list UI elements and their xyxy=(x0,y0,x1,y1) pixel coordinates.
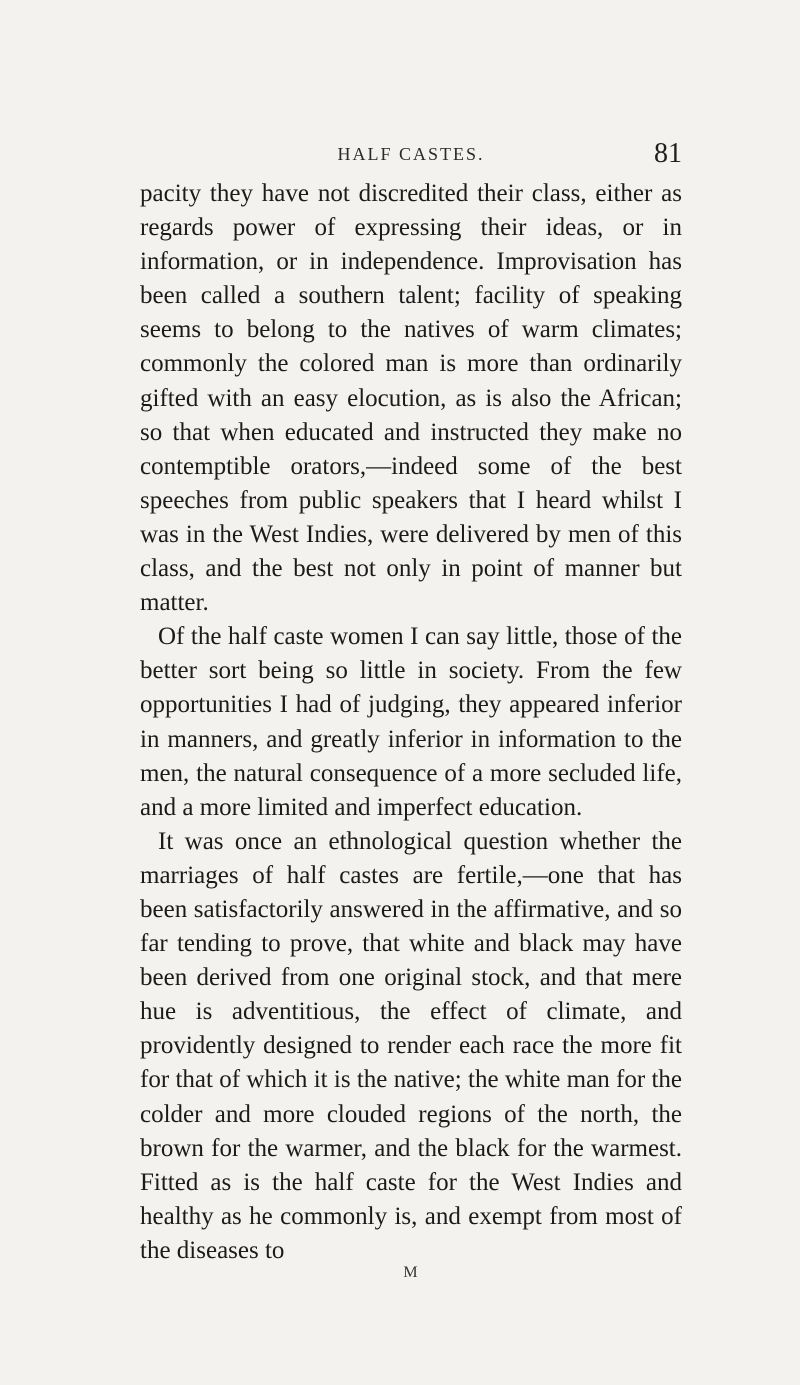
paragraph-1: pacity they have not discredited their class, either as regards power of expressing their ideas, or in information, or in independence. Improvisation has been called a southern talent; facility of speaking seems to belong to the natives of warm climates; commonly the colored man is more than ordinarily gifted with an easy elocution, as is also the African; so that when educated and instructed they make no contemptible orators,—indeed some of the best speeches from public speakers that I heard whilst I was in the West Indies, were delivered by men of this class, and the best not only in point of manner but matter. xyxy=(140,180,682,617)
paragraph-2: Of the half caste women I can say little, those of the better sort being so little in society. From the few opportunities I had of judging, they appeared inferior in manners, and greatly inferior in information to the men, the natural consequence of a more secluded life, and a more limited and imperfect education. xyxy=(140,623,682,821)
body-text xyxy=(140,177,682,1268)
page-number: 81 xyxy=(654,138,682,169)
signature-mark: M xyxy=(403,1264,419,1281)
running-head xyxy=(140,140,682,170)
running-title: HALF CASTES. xyxy=(337,144,485,164)
paragraph-3: It was once an ethnological question whether the marriages of half castes are fertile,—one that has been satisfactorily answered in the affirmative, and so far tending to prove, that white and black may have been derived from one original stock, and that mere hue is adventitious, the effect of climate, and providently designed to render each race the more fit for that of which it is the native; the white man for the colder and more clouded regions of the north, the brown for the warmer, and the black for the warmest. Fitted as is the half caste for the West Indies and healthy as he commonly is, and exempt from most of the diseases to xyxy=(140,827,682,1264)
